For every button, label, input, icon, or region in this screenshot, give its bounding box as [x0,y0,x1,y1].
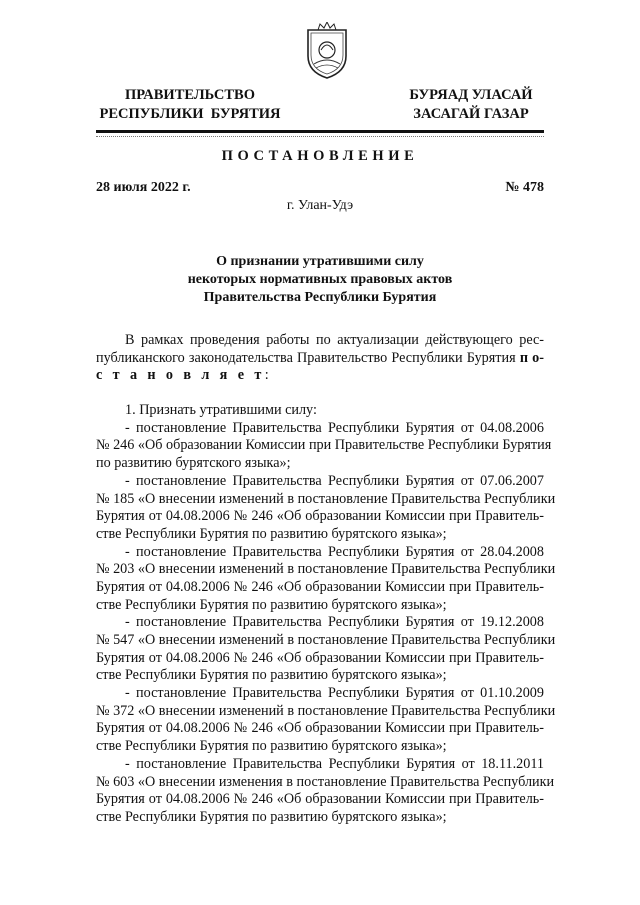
repealed-act-line: № 246 «Об образовании Комиссии при Правительстве Республики Бурятия [96,437,552,454]
repealed-act-line: Бурятия от 04.08.2006 № 246 «Об образовании Комиссии при Правитель- [96,649,544,666]
title-line-2: некоторых нормативных правовых актов [187,272,453,287]
repealed-act-line: - постановление Правительства Республики Бурятия от 04.08.2006 [125,419,544,436]
header-right-line1: БУРЯАД УЛАСАЙ [409,87,533,103]
preamble-line-2 [96,350,544,368]
header-right-line2: ЗАСАГАЙ ГАЗАР [413,106,529,122]
repealed-act-item [96,614,556,685]
repealed-act-line: Бурятия от 04.08.2006 № 246 «Об образовании Комиссии при Правитель- [96,508,544,525]
header-org-right [398,86,544,124]
document-type: ПОСТАНОВЛЕНИЕ [221,148,419,164]
coat-of-arms-icon [304,22,350,80]
repealed-act-line: - постановление Правительства Республики Бурятия от 01.10.2009 [125,685,544,702]
preamble-line-3 [96,367,544,385]
repealed-act-line: № 547 «О внесении изменений в постановление Правительства Республики [96,632,556,648]
repealed-act-line: стве Республики Бурятия по развитию бурятского языка»; [96,738,447,755]
repealed-act-item [96,755,555,827]
repealed-act-line: - постановление Правительства Республики Бурятия от 18.11.2011 [125,755,544,772]
repealed-act-line: Бурятия от 04.08.2006 № 246 «Об образовании Комиссии при Правитель- [96,578,544,595]
repealed-act-line: № 185 «О внесении изменений в постановление Правительства Республики [96,490,556,507]
document-date: 28 июля 2022 г. [96,180,191,195]
repealed-act-line: стве Республики Бурятия по развитию бурятского языка»; [96,808,447,825]
repealed-act-line: Бурятия от 04.08.2006 № 246 «Об образовании Комиссии при Правитель- [96,791,544,808]
repealed-act-line: № 372 «О внесении изменений в постановление Правительства Республики [96,702,556,719]
repealed-act-line: Бурятия от 04.08.2006 № 246 «Об образовании Комиссии при Правитель- [96,720,544,737]
header-left-line1: ПРАВИТЕЛЬСТВО [125,87,255,103]
document-city: г. Улан-Удэ [286,198,354,213]
repealed-act-line: № 203 «О внесении изменений в постановление Правительства Республики [96,561,556,578]
title-line-3: Правительства Республики Бурятия [203,290,437,305]
document-number: № 478 [505,180,544,195]
header-left-line2: РЕСПУБЛИКИ БУРЯТИЯ [99,106,281,122]
repealed-act-line: стве Республики Бурятия по развитию бурятского языка»; [96,596,447,613]
repealed-act-line: № 603 «О внесении изменения в постановление Правительства Республики [96,773,555,790]
repealed-act-item [96,419,552,473]
repealed-act-line: - постановление Правительства Республики Бурятия от 07.06.2007 [125,472,544,489]
header-divider-dotted [96,136,544,137]
document-title [96,253,544,307]
repealed-act-line: - постановление Правительства Республики Бурятия от 28.04.2008 [125,543,544,560]
repealed-acts-list [96,419,556,827]
repealed-act-line: - постановление Правительства Республики Бурятия от 19.12.2008 [125,614,544,631]
repealed-act-line: стве Республики Бурятия по развитию бурятского языка»; [96,667,447,684]
repealed-act-line: по развитию бурятского языка»; [96,455,291,472]
title-line-1: О признании утратившими силу [216,254,424,269]
preamble-text: публиканского законодательства Правительство Республики Бурятия [96,349,520,366]
header-divider [96,130,544,133]
header-org-left [90,86,290,124]
item-1-heading: 1. Признать утратившими силу: [125,402,317,419]
repealed-act-line: стве Республики Бурятия по развитию бурятского языка»; [96,525,447,542]
document-body [96,332,556,827]
preamble-colon: : [264,367,269,384]
repealed-act-item [96,685,556,756]
preamble-decree-word-start: п о- [519,349,544,366]
repealed-act-item [96,472,556,544]
preamble-decree-word-end: с т а н о в л я е т [96,367,265,384]
repealed-act-item [96,543,556,615]
preamble-line-1: В рамках проведения работы по актуализации действующего рес- [125,332,544,348]
